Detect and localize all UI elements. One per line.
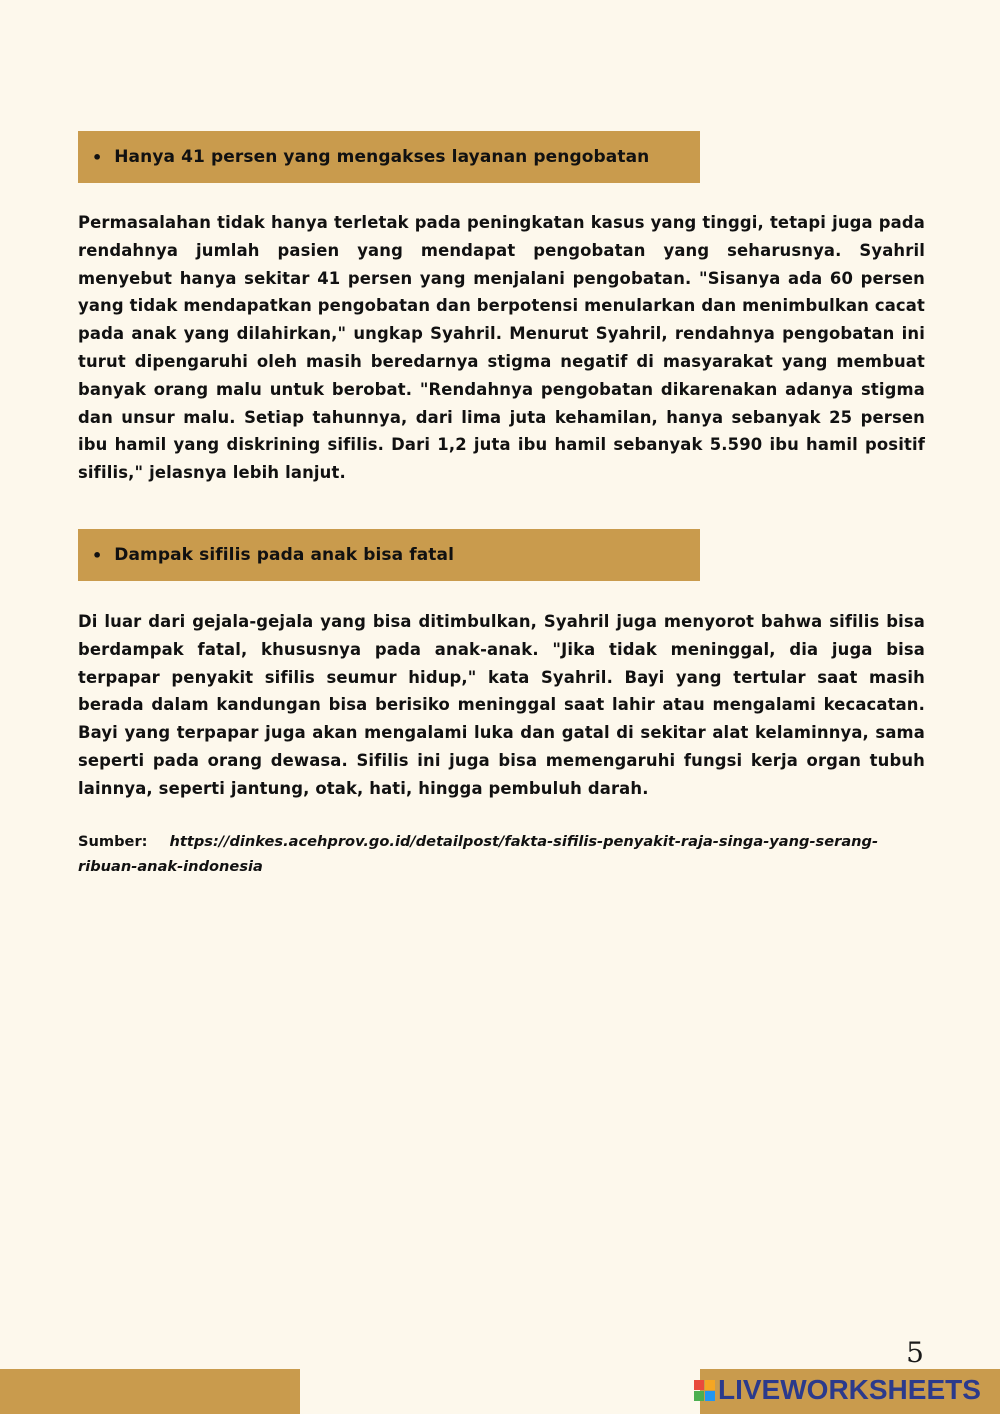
source-citation [78,829,925,879]
section-heading-1: Hanya 41 persen yang mengakses layanan pengobatan [114,147,650,167]
source-link[interactable]: https://dinkes.acehprov.go.id/detailpost/fakta-sifilis-penyakit-raja-singa-yang-serang-ribuan-anak-indonesia [78,833,879,875]
section-heading-bar-1 [78,131,700,183]
liveworksheets-logo[interactable] [694,1374,981,1406]
section-paragraph-2: Di luar dari gejala-gejala yang bisa ditimbulkan, Syahril juga menyorot bahwa sifilis bisa berdampak fatal, khususnya pada anak-anak. "Jika tidak meninggal, dia juga bisa terpapar penyakit sifilis seumur hidup," kata Syahril. Bayi yang tertular saat masih berada dalam kandungan bisa berisiko meninggal saat lahir atau mengalami kecacatan. Bayi yang terpapar juga akan mengalami luka dan gatal di sekitar alat kelaminnya, sama seperti pada orang dewasa. Sifilis ini juga bisa memengaruhi fungsi kerja organ tubuh lainnya, seperti jantung, otak, hati, hingga pembuluh darah. [78,612,925,798]
logo-text: LIVEWORKSHEETS [718,1374,981,1405]
logo-block-orange [705,1380,715,1390]
section-heading-bar-2 [78,529,700,581]
section-heading-2: Dampak sifilis pada anak bisa fatal [114,545,455,565]
logo-block-blue [705,1391,715,1401]
page-number: 5 [906,1336,924,1369]
bullet-icon: • [92,147,103,167]
bullet-icon: • [92,545,103,565]
logo-block-green [694,1391,704,1401]
logo-block-red [694,1380,704,1390]
section-paragraph-1: Permasalahan tidak hanya terletak pada peningkatan kasus yang tinggi, tetapi juga pada rendahnya jumlah pasien yang mendapat pengobatan yang seharusnya. Syahril menyebut hanya sekitar 41 persen yang menjalani pengobatan. "Sisanya ada 60 persen yang tidak mendapatkan pengobatan dan berpotensi menularkan dan menimbulkan cacat pada anak yang dilahirkan," ungkap Syahril. Menurut Syahril, rendahnya pengobatan ini turut dipengaruhi oleh masih beredarnya stigma negatif di masyarakat yang membuat banyak orang malu untuk berobat. "Rendahnya pengobatan dikarenakan adanya stigma dan unsur malu. Setiap tahunnya, dari lima juta kehamilan, hanya sebanyak 25 persen ibu hamil yang diskrining sifilis. Dari 1,2 juta ibu hamil sebanyak 5.590 ibu hamil positif sifilis," jelasnya lebih lanjut. [78,213,925,483]
logo-blocks-icon [694,1380,715,1401]
source-label: Sumber: [78,833,148,850]
footer-bar-left [0,1369,300,1414]
